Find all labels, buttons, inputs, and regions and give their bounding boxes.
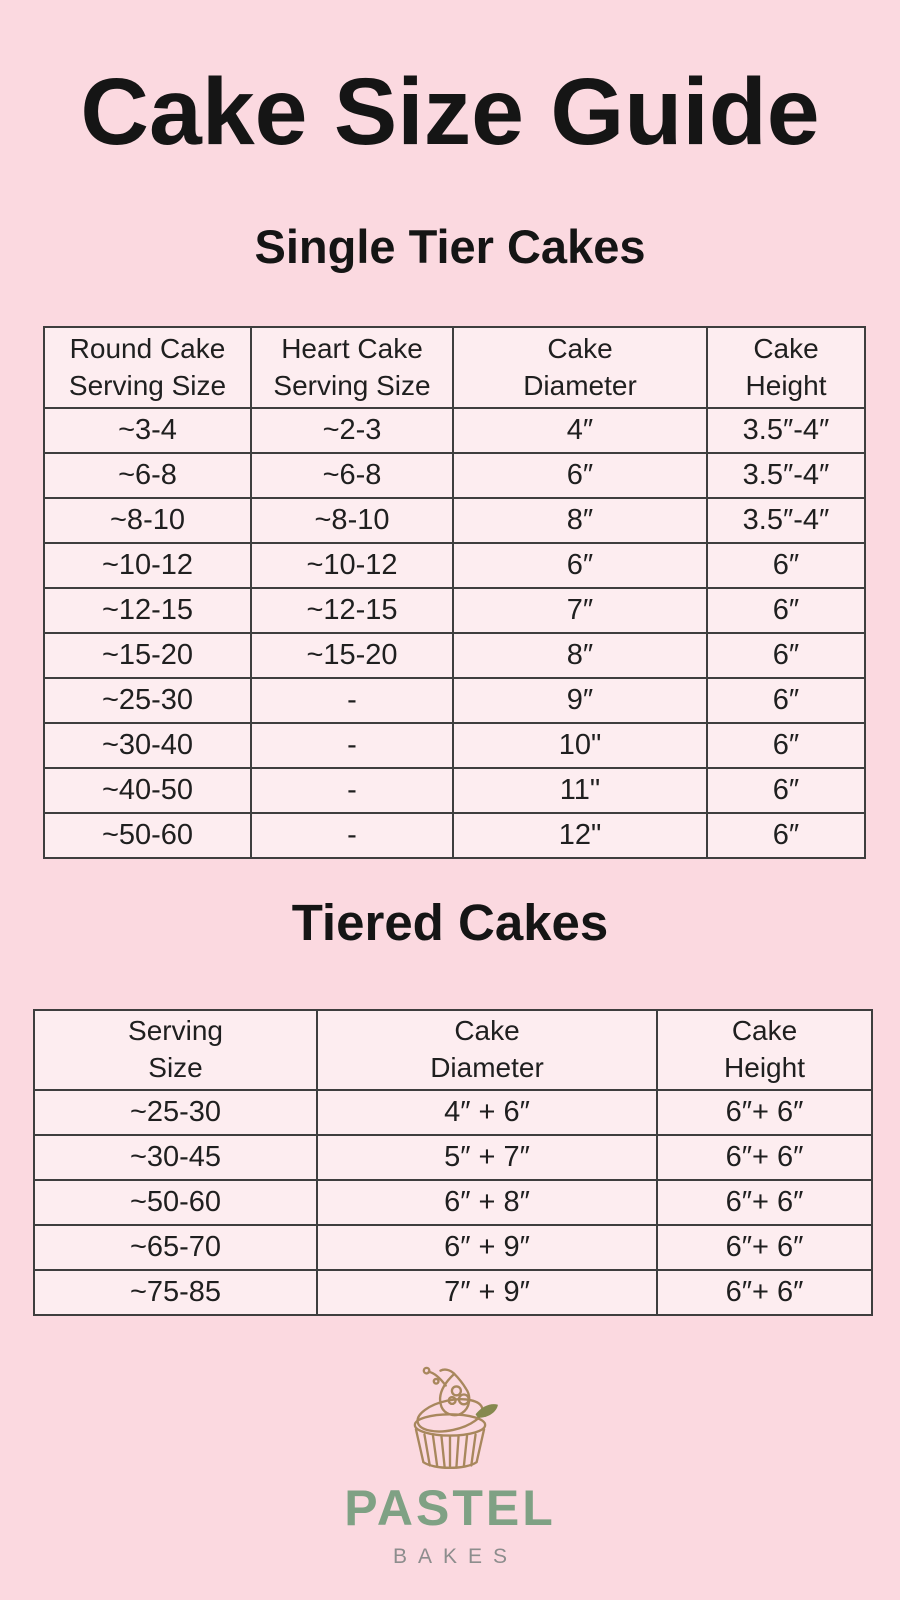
table-cell: ~25-30 [44,678,251,723]
table-cell: ~65-70 [34,1225,317,1270]
table-cell: 7″ [453,588,707,633]
table-row [44,588,865,633]
column-header: Cake Diameter [453,327,707,408]
table-cell: 9″ [453,678,707,723]
table-row [44,408,865,453]
table-cell: - [251,768,453,813]
table-row [44,813,865,858]
logo-name: PASTEL [344,1480,556,1536]
table-cell: 3.5″-4″ [707,453,865,498]
liner-pleats [424,1435,475,1468]
table-cell: 6″+ 6″ [657,1270,872,1315]
table-cell: ~40-50 [44,768,251,813]
table-cell: 8″ [453,498,707,543]
table-cell: 6″ + 8″ [317,1180,657,1225]
column-header: Cake Height [707,327,865,408]
table-cell: - [251,813,453,858]
single-tier-heading: Single Tier Cakes [254,220,646,273]
table-cell: ~6-8 [251,453,453,498]
table-row [34,1090,872,1135]
leaf-icon [476,1404,498,1418]
table-cell: ~2-3 [251,408,453,453]
table-cell: 4″ + 6″ [317,1090,657,1135]
table-cell: ~8-10 [251,498,453,543]
table-cell: ~30-45 [34,1135,317,1180]
table-cell: 6″ [707,678,865,723]
table-cell: ~12-15 [44,588,251,633]
table-cell: ~50-60 [34,1180,317,1225]
table-cell: 5″ + 7″ [317,1135,657,1180]
table-cell: 7″ + 9″ [317,1270,657,1315]
table-cell: ~15-20 [251,633,453,678]
table-cell: ~25-30 [34,1090,317,1135]
table-cell: 10" [453,723,707,768]
column-header: Cake Diameter [317,1010,657,1090]
table-row [34,1135,872,1180]
table-cell: 6″ [707,543,865,588]
table-cell: 8″ [453,633,707,678]
table-row [44,498,865,543]
table-cell: 6″+ 6″ [657,1225,872,1270]
table-cell: 3.5″-4″ [707,498,865,543]
table-cell: ~75-85 [34,1270,317,1315]
logo [0,1360,900,1569]
table-cell: 3.5″-4″ [707,408,865,453]
table-row [34,1270,872,1315]
table-cell: ~30-40 [44,723,251,768]
table-cell: 6″ [453,543,707,588]
table-row [44,633,865,678]
table-row [34,1180,872,1225]
table-cell: 6″ [707,723,865,768]
table-cell: 6″+ 6″ [657,1090,872,1135]
table-cell: ~50-60 [44,813,251,858]
column-header: Serving Size [34,1010,317,1090]
table-cell: 6″ [707,588,865,633]
table-cell: ~12-15 [251,588,453,633]
sprig-dot [424,1368,430,1374]
table-row [34,1225,872,1270]
single-tier-table [43,326,866,859]
table-cell: ~15-20 [44,633,251,678]
table-cell: 6″ [453,453,707,498]
page-title: Cake Size Guide [80,59,820,165]
table-row [44,453,865,498]
table-cell: 4″ [453,408,707,453]
header-row [34,1010,872,1090]
tiered-heading: Tiered Cakes [291,894,609,951]
topping-curl [440,1370,454,1374]
table-cell: - [251,678,453,723]
column-header: Cake Height [657,1010,872,1090]
table-cell: ~3-4 [44,408,251,453]
table-cell: - [251,723,453,768]
cup-rim [415,1414,485,1435]
table-cell: ~10-12 [251,543,453,588]
logo-subtext: BAKES [392,1545,519,1568]
column-header: Round Cake Serving Size [44,327,251,408]
table-cell: 6″ + 9″ [317,1225,657,1270]
tiered-table [33,1009,873,1316]
table-row [44,768,865,813]
table-cell: 6″ [707,768,865,813]
berry [452,1386,461,1395]
table-cell: 12" [453,813,707,858]
table-cell: 11" [453,768,707,813]
table-row [44,723,865,768]
header-row [44,327,865,408]
table-row [44,678,865,723]
cupcake-icon [386,1360,514,1475]
table-cell: ~10-12 [44,543,251,588]
table-cell: ~8-10 [44,498,251,543]
table-cell: 6″+ 6″ [657,1135,872,1180]
table-cell: 6″ [707,633,865,678]
table-row [44,543,865,588]
column-header: Heart Cake Serving Size [251,327,453,408]
sprig-dot [434,1379,439,1384]
table-cell: 6″ [707,813,865,858]
table-cell: ~6-8 [44,453,251,498]
table-cell: 6″+ 6″ [657,1180,872,1225]
